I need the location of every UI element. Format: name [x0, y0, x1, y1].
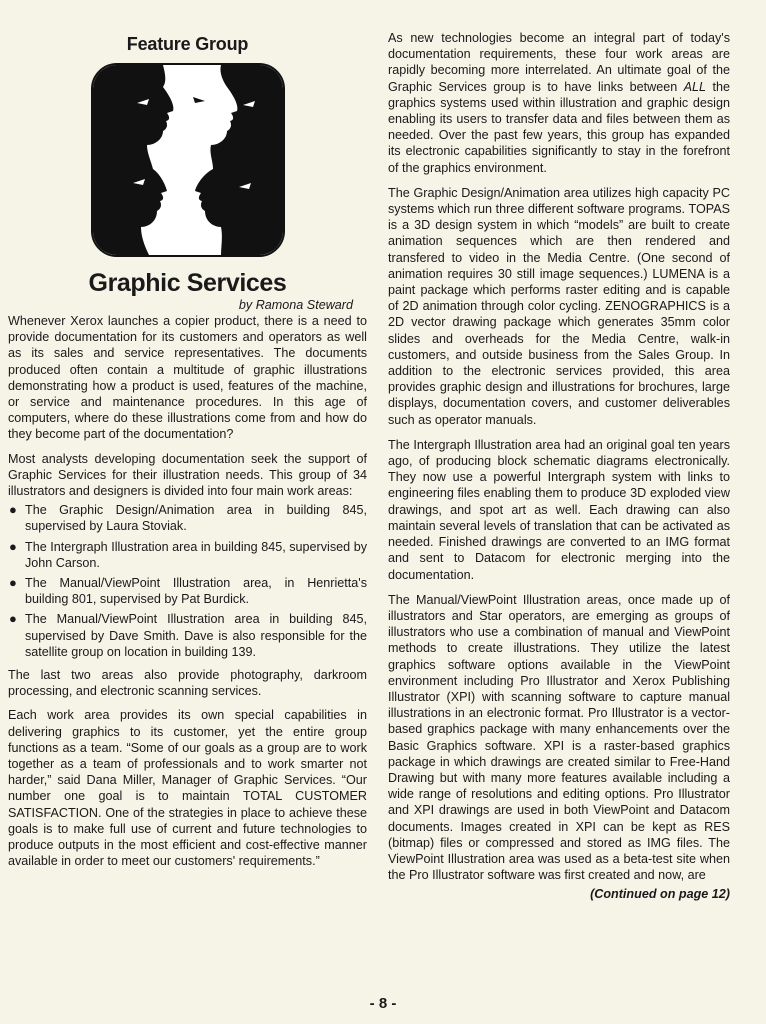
bullet-icon: ●	[9, 538, 17, 554]
section-label: Feature Group	[126, 34, 249, 54]
left-paragraph-2: Most analysts developing documentation seek the support of Graphic Services for their illustration needs. This group of 34 illustrators and designers is divided into four main work areas:	[8, 451, 367, 499]
left-paragraph-4: Each work area provides its own special capabilities in delivering graphics to its customer, yet the entire group functions as a team. “Some of our goals as a group are to work together as a team of professionals and to work smarter not harder,” said Dana Miller, Manager of Graphic Services. “Our number one goal is to maintain TOTAL CUSTOMER SATISFACTION. One of the strategies in place to achieve these goals is to make full use of current and future technologies to produce outputs in the most efficient and cost-effective manner available in order to meet our customers' requirements.”	[8, 708, 367, 869]
faces-logo-icon	[93, 65, 283, 255]
emphasis-all: ALL	[683, 79, 707, 94]
right-paragraph-4: The Manual/ViewPoint Illustration areas, once made up of illustrators and Star operators, are emerging as groups of illustrators who use a combination of manual and ViewPoint methods to create illustrations. They utilize the latest graphics software options available in the ViewPoint environment including Pro Illustrator and Xerox Publishing Illustrator (XPI) with scanning software to capture manual illustrations in an electronic format. Pro Illustrator is a vector-based graphics package with many enhancements over the Basic Graphics software. XPI is a raster-based graphics package in which drawings are created similar to Free-Hand Drawing but with many more features available including a wide range of resolutions and editing options. Pro Illustrator and XPI drawings are used in both ViewPoint and Datacom documents. Images created in XPI can be kept as RES (bitmap) files or compressed and stored as IMG files. The ViewPoint Illustration area was used as a beta-test site when the Pro Illustrator software was first created and now, are	[388, 592, 730, 883]
list-item: ● The Manual/ViewPoint Illustration area, in Henrietta's building 801, supervised by Pat Burdick.	[9, 575, 367, 607]
left-column	[8, 30, 367, 878]
right-paragraph-2: The Graphic Design/Animation area utilizes high capacity PC systems which run three different software programs. TOPAS is a 3D design system in which “models” are built to create animation sequences which are then rendered and transfered to video in the Media Centre. (One second of animation requires 30 still image sequences.) LUMENA is a paint package which performs raster editing and is capable of 2D animation through color cycling. ZENOGRAPHICS is a 2D vector drawing package which generates 35mm color slides and overheads for the Media Centre, walk-in customers, and outside business from the Sales Group. In addition to the electronic services provided, this area provides graphic design and illustrations for brochures, large displays, documentation covers, and customer deliverables such as operator manuals.	[388, 185, 730, 427]
list-item: ● The Graphic Design/Animation area in building 845, supervised by Laura Stoviak.	[9, 502, 367, 534]
page-number: - 8 -	[369, 995, 397, 1012]
right-column	[388, 30, 730, 901]
list-item: ● The Manual/ViewPoint Illustration area in building 845, supervised by Dave Smith. Dave is also responsible for the satellite group on location in building 139.	[9, 611, 367, 659]
list-item: ● The Intergraph Illustration area in building 845, supervised by John Carson.	[9, 538, 367, 570]
right-paragraph-3: The Intergraph Illustration area had an original goal ten years ago, of producing block schematic diagrams electronically. They now use a powerful Intergraph system with links to engineering files enabling them to produce 3D exploded view drawings, and spot art as well. Each drawing can also maintain several levels of translation that can be activated as needed. Finished drawings are converted to an IMG format and sent to Datacom for electronic merging into the documentation.	[388, 437, 730, 582]
bullet-icon: ●	[9, 611, 17, 627]
continued-note: (Continued on page 12)	[590, 887, 730, 902]
left-paragraph-1: Whenever Xerox launches a copier product, there is a need to provide documentation for its customers and operators as well as its sales and service representatives. The documents produced often contain a multitude of graphic illustrations demonstrating how a product is used, features of the machine, or service and maintenance procedures. In this age of computers, where do these illustrations come from and how do they become part of the documentation?	[8, 314, 367, 442]
bullet-icon: ●	[9, 575, 17, 591]
left-paragraph-3: The last two areas also provide photography, darkroom processing, and electronic scanning services.	[8, 668, 367, 699]
article-title: Graphic Services	[88, 269, 287, 297]
byline: by Ramona Steward	[238, 298, 353, 312]
bullet-icon: ●	[9, 502, 17, 518]
work-areas-list	[8, 502, 367, 660]
right-paragraph-1: As new technologies become an integral part of today's documentation requirements, these four work areas are rapidly becoming more interrelated. An ultimate goal of the Graphic Services group is to have links between ALL the graphics systems used within illustration and graphic design enabling its users to transfer data and files between them as needed. Over the past few years, this group has expanded its electronic capabilities significantly to stay in the forefront of the graphics environment.	[388, 31, 730, 175]
graphic-services-logo	[91, 63, 285, 257]
